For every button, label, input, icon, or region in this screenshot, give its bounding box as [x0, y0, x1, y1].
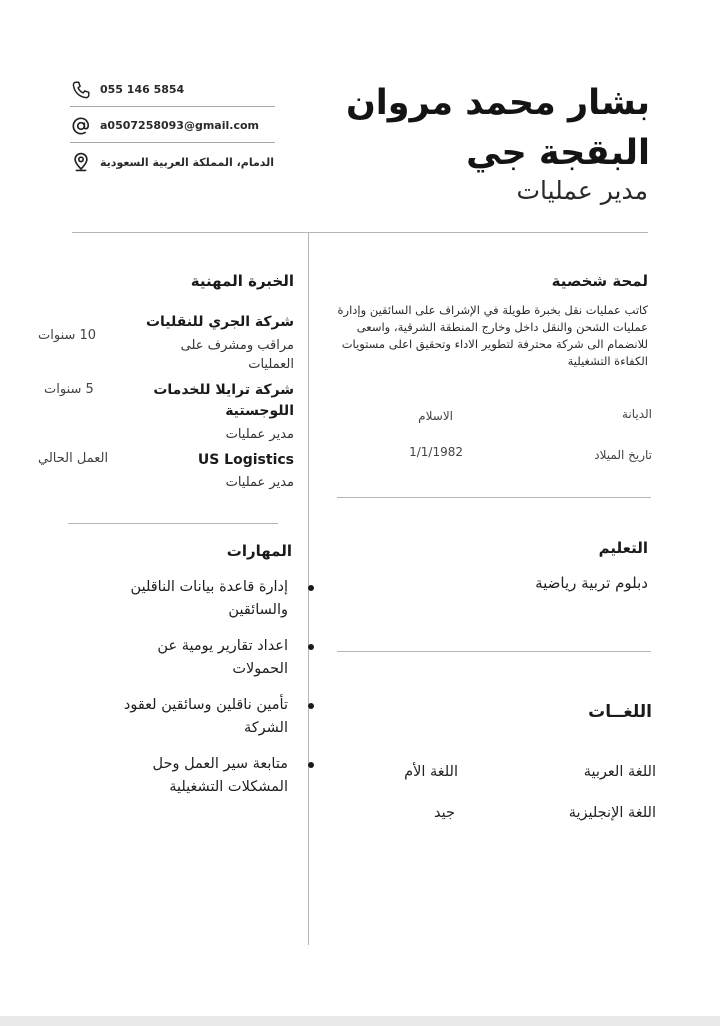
- skill-item: إدارة قاعدة بيانات الناقلين والسائقين: [102, 576, 292, 622]
- experience-company-3: US Logistics: [197, 452, 294, 468]
- skills-list: [102, 576, 292, 812]
- phone-number: 055 146 5854: [100, 83, 185, 96]
- contact-location-row: [70, 145, 275, 179]
- experience-company-1: شركة الجري للنقليات: [145, 314, 294, 330]
- languages-heading: اللغــات: [588, 702, 652, 722]
- profile-heading: لمحة شخصية: [551, 272, 648, 290]
- experience-role-3: مدير عمليات: [225, 475, 294, 490]
- skill-item: تأمين ناقلين وسائقين لعقود الشركة: [102, 694, 292, 740]
- header-divider: [72, 232, 648, 233]
- at-sign-icon: [70, 115, 92, 137]
- skills-heading: المهارات: [226, 542, 292, 560]
- skill-item: اعداد تقارير يومية عن الحمولات: [102, 635, 292, 681]
- experience-company-2: شركة ترايلا للخدمات اللوجستية: [153, 382, 294, 419]
- right-divider-1: [337, 497, 651, 498]
- birth-date-label: تاريخ الميلاد: [594, 448, 652, 462]
- experience-duration-3: العمل الحالي: [38, 451, 109, 466]
- education-degree: دبلوم تربية رياضية: [535, 574, 648, 592]
- bullet-icon: [308, 703, 314, 709]
- location-text: الدمام، المملكة العربية السعودية: [100, 155, 275, 169]
- contact-phone-row: [70, 73, 275, 107]
- bullet-icon: [308, 762, 314, 768]
- experience-heading: الخبرة المهنية: [190, 272, 294, 290]
- skill-item: متابعة سير العمل وحل المشكلات التشغيلية: [102, 753, 292, 799]
- right-divider-2: [337, 651, 651, 652]
- experience-role-1: مراقب ومشرف على العمليات: [180, 338, 294, 372]
- religion-value: الاسلام: [418, 409, 453, 423]
- language-level-1: اللغة الأم: [404, 764, 458, 780]
- birth-date-value: 1/1/1982: [409, 445, 463, 459]
- contact-email-row: [70, 109, 275, 143]
- email-address: a0507258093@gmail.com: [100, 119, 259, 132]
- religion-label: الديانة: [621, 407, 652, 421]
- profile-text: كاتب عمليات نقل بخبرة طويلة في الإشراف على السائقين وإدارة عمليات الشحن والنقل داخل وخارج المنطقة الشرقية، واسعى للانضمام الى شركة محترفة لتطوير الاداء وتحقيق اعلى مستويات الكفاءة التشغيلية: [337, 303, 648, 368]
- language-name-2: اللغة الإنجليزية: [568, 805, 656, 821]
- language-name-1: اللغة العربية: [583, 764, 656, 780]
- experience-duration-1: 10 سنوات: [38, 328, 97, 343]
- education-heading: التعليم: [598, 539, 648, 557]
- full-name: بشار محمد مروان البقجة جي: [345, 83, 650, 173]
- language-level-2: جيد: [434, 805, 455, 821]
- bullet-icon: [308, 585, 314, 591]
- left-section-divider: [68, 523, 278, 524]
- bullet-icon: [308, 644, 314, 650]
- job-title: مدير عمليات: [516, 176, 648, 205]
- experience-role-2: مدير عمليات: [225, 427, 294, 442]
- phone-icon: [70, 79, 92, 101]
- location-pin-icon: [70, 151, 92, 173]
- experience-duration-2: 5 سنوات: [44, 382, 94, 397]
